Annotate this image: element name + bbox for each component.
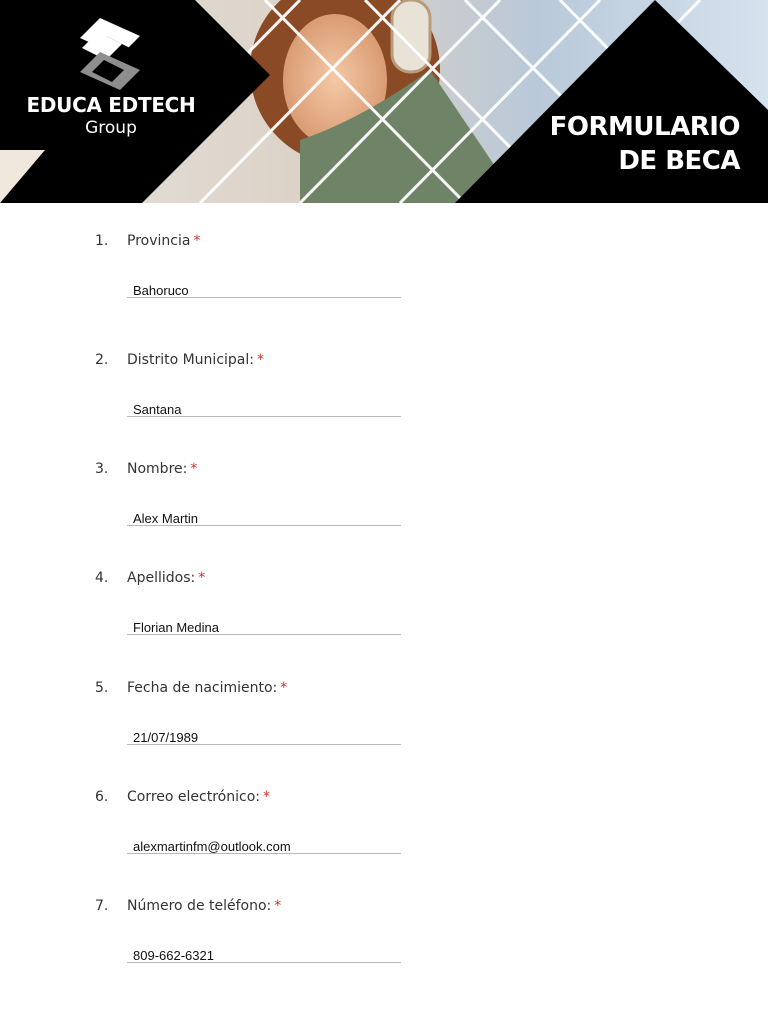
question-label: Número de teléfono: * bbox=[127, 898, 282, 914]
form-title-line2: DE BECA bbox=[618, 146, 740, 176]
answer-value: Alex Martin bbox=[133, 511, 199, 526]
required-mark: * bbox=[198, 570, 206, 586]
answer-field[interactable] bbox=[127, 614, 401, 635]
question-number: 7. bbox=[95, 898, 109, 914]
question-label: Provincia * bbox=[127, 233, 201, 249]
question-number: 6. bbox=[95, 789, 109, 805]
answer-value: Bahoruco bbox=[133, 283, 189, 298]
required-mark: * bbox=[193, 233, 201, 249]
answer-field[interactable] bbox=[127, 396, 401, 417]
answer-value: alexmartinfm@outlook.com bbox=[133, 839, 291, 854]
question-number: 4. bbox=[95, 570, 109, 586]
brand-name: EDUCA EDTECH bbox=[26, 93, 196, 117]
answer-value: 809-662-6321 bbox=[133, 948, 214, 963]
required-mark: * bbox=[263, 789, 270, 805]
question-label: Nombre: * bbox=[127, 461, 198, 477]
question-number: 1. bbox=[95, 233, 109, 249]
question-number: 3. bbox=[95, 461, 109, 477]
answer-field[interactable] bbox=[127, 942, 401, 963]
question-label: Distrito Municipal: * bbox=[127, 352, 264, 368]
required-mark: * bbox=[280, 680, 288, 696]
answer-field[interactable] bbox=[127, 724, 401, 745]
answer-field[interactable] bbox=[127, 277, 401, 298]
form-title-line1: FORMULARIO bbox=[549, 112, 740, 142]
brand-subtitle: Group bbox=[85, 118, 137, 138]
question-number: 5. bbox=[95, 680, 109, 696]
question-label: Apellidos: * bbox=[127, 570, 206, 586]
answer-value: Santana bbox=[133, 402, 182, 417]
question-label: Correo electrónico: * bbox=[127, 789, 270, 805]
answer-field[interactable] bbox=[127, 505, 401, 526]
required-mark: * bbox=[190, 461, 198, 477]
header-banner bbox=[0, 0, 768, 203]
question-label: Fecha de nacimiento: * bbox=[127, 680, 288, 696]
answer-value: 21/07/1989 bbox=[133, 730, 199, 745]
answer-value: Florian Medina bbox=[133, 620, 219, 635]
answer-field[interactable] bbox=[127, 833, 401, 854]
question-number: 2. bbox=[95, 352, 109, 368]
required-mark: * bbox=[256, 352, 264, 368]
required-mark: * bbox=[274, 898, 282, 914]
